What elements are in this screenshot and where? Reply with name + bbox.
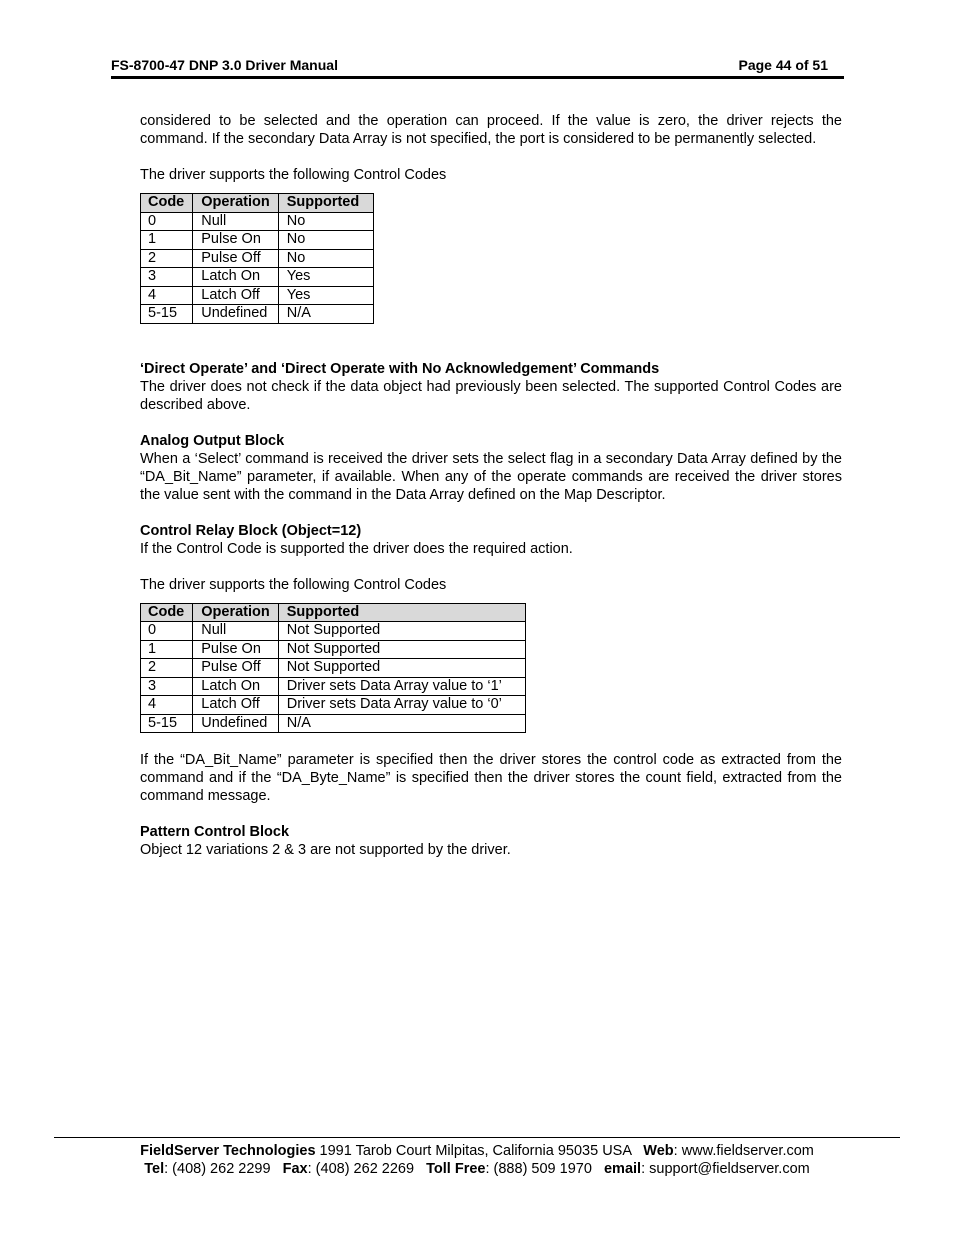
table-row [141, 659, 526, 678]
table-row [141, 249, 374, 268]
table-cell: 4 [141, 696, 193, 715]
table-cell: 0 [141, 212, 193, 231]
column-header: Operation [193, 603, 278, 622]
section-heading-pattern-control: Pattern Control Block [140, 824, 290, 840]
table-cell: 5-15 [141, 305, 193, 324]
direct-operate-text: The driver does not check if the data object had previously been selected. The supported Control Codes are described above. [140, 378, 842, 413]
email-value: : support@fieldserver.com [641, 1161, 810, 1177]
table-cell: Pulse Off [193, 249, 278, 268]
table-cell: 4 [141, 286, 193, 305]
tollfree-label: Toll Free [426, 1161, 486, 1177]
tel-label: Tel [144, 1161, 165, 1177]
pattern-control-text: Object 12 variations 2 & 3 are not supported by the driver. [140, 842, 511, 858]
page-footer [54, 1142, 900, 1178]
table-cell: Driver sets Data Array value to ‘0’ [278, 696, 525, 715]
table-cell: N/A [278, 305, 373, 324]
footer-line-1 [54, 1142, 900, 1160]
table-cell: Undefined [193, 714, 278, 733]
table-cell: Yes [278, 268, 373, 287]
control-relay-text: If the Control Code is supported the driver does the required action. [140, 540, 573, 557]
table-cell: 3 [141, 268, 193, 287]
table-cell: Pulse On [193, 231, 278, 250]
web-label: Web [643, 1143, 674, 1159]
page-header [111, 56, 844, 74]
table-cell: 3 [141, 677, 193, 696]
table-cell: Latch Off [193, 696, 278, 715]
footer-rule [54, 1137, 900, 1138]
header-rule [111, 76, 844, 79]
company-address: 1991 Tarob Court Milpitas, California 95035 USA [315, 1143, 644, 1159]
table-cell: Pulse On [193, 640, 278, 659]
table-cell: 5-15 [141, 714, 193, 733]
table-row [141, 677, 526, 696]
column-header: Supported [278, 603, 525, 622]
analog-output-text: When a ‘Select’ command is received the driver sets the select flag in a secondary Data Array defined by the “DA_Bit_Name” parameter, if available. When any of the operate commands are received the driver stores the value sent with the command in the Data Array defined on the Map Descriptor. [140, 450, 842, 503]
control-codes-lead-2: The driver supports the following Control Codes [140, 576, 447, 593]
table-row [141, 268, 374, 287]
table-cell: 0 [141, 622, 193, 641]
table-cell: Latch On [193, 677, 278, 696]
intro-paragraph: considered to be selected and the operation can proceed. If the value is zero, the driver rejects the command. If the secondary Data Array is not specified, the port is considered to be permanently selected. [140, 113, 842, 147]
table-row [141, 696, 526, 715]
fax-label: Fax [282, 1161, 308, 1177]
table-cell: Not Supported [278, 622, 525, 641]
column-header: Code [141, 603, 193, 622]
table-cell: Undefined [193, 305, 278, 324]
control-codes-lead: The driver supports the following Control Codes [140, 167, 447, 183]
section-heading-control-relay: Control Relay Block (Object=12) [140, 522, 362, 539]
table-row [141, 640, 526, 659]
table-header-row [141, 603, 526, 622]
table-cell: Not Supported [278, 659, 525, 678]
column-header: Code [141, 194, 193, 213]
control-codes-table-2 [140, 603, 526, 734]
table-cell: Null [193, 212, 278, 231]
table-row [141, 286, 374, 305]
table-row [141, 714, 526, 733]
table-cell: 2 [141, 249, 193, 268]
fax-value: : (408) 262 2269 [307, 1161, 427, 1177]
table-cell: No [278, 249, 373, 268]
column-header: Operation [193, 194, 278, 213]
table-cell: N/A [278, 714, 525, 733]
table-row [141, 622, 526, 641]
company-name: FieldServer Technologies [140, 1143, 316, 1159]
document-title: FS-8700-47 DNP 3.0 Driver Manual [111, 57, 338, 73]
table-cell: No [278, 231, 373, 250]
tollfree-value: : (888) 509 1970 [485, 1161, 604, 1177]
table-cell: 1 [141, 640, 193, 659]
table-cell: Pulse Off [193, 659, 278, 678]
table-cell: 1 [141, 231, 193, 250]
parameter-note: If the “DA_Bit_Name” parameter is specified then the driver stores the control code as extracted from the command and if the “DA_Byte_Name” is specified then the driver stores the count field, extracted from the command message. [140, 752, 842, 804]
control-codes-table-1 [140, 193, 374, 324]
tel-value: : (408) 262 2299 [164, 1161, 283, 1177]
footer-line-2 [54, 1160, 900, 1178]
email-label: email [603, 1161, 642, 1177]
section-heading-analog-output: Analog Output Block [140, 432, 285, 449]
table-cell: Not Supported [278, 640, 525, 659]
web-value: : www.fieldserver.com [673, 1143, 814, 1159]
table-row [141, 231, 374, 250]
table-cell: Null [193, 622, 278, 641]
section-heading-direct-operate: ‘Direct Operate’ and ‘Direct Operate with No Acknowledgement’ Commands [140, 360, 660, 377]
table-row [141, 305, 374, 324]
column-header: Supported [278, 194, 373, 213]
page-number: Page 44 of 51 [738, 57, 828, 73]
table-cell: No [278, 212, 373, 231]
table-cell: 2 [141, 659, 193, 678]
page-content [140, 112, 842, 859]
table-cell: Driver sets Data Array value to ‘1’ [278, 677, 525, 696]
table-cell: Yes [278, 286, 373, 305]
table-cell: Latch Off [193, 286, 278, 305]
table-header-row [141, 194, 374, 213]
table-cell: Latch On [193, 268, 278, 287]
table-row [141, 212, 374, 231]
